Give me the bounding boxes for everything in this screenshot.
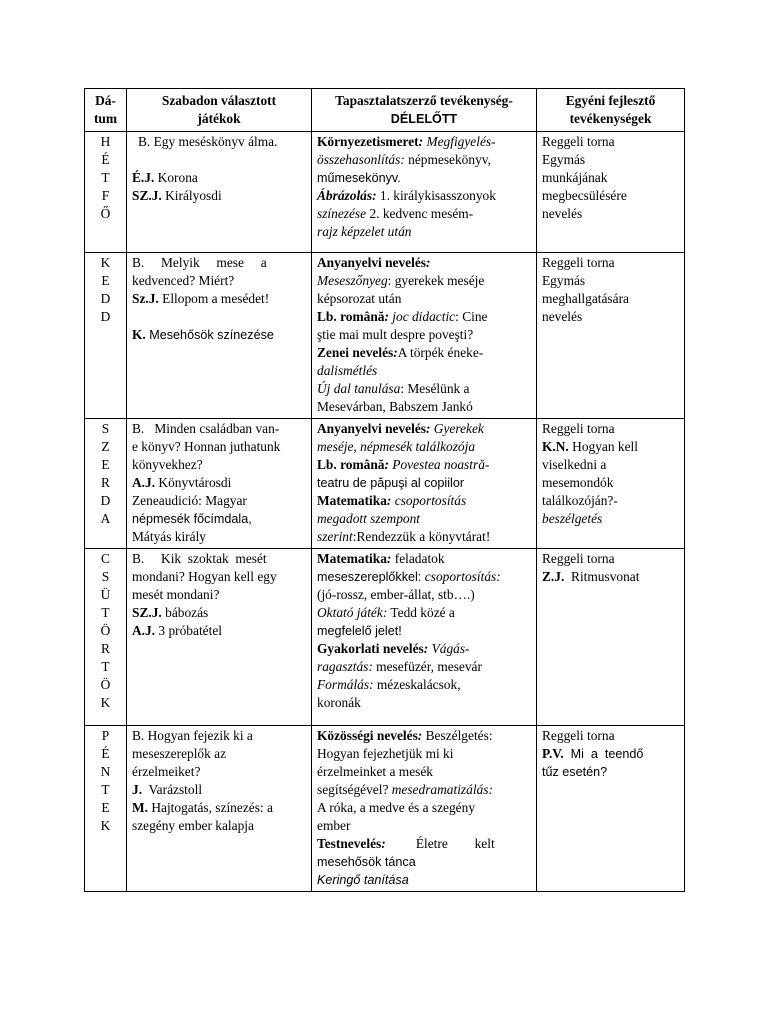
games-thursday: B. Kik szoktak mesét mondani? Hogyan kell egy mesét mondani? SZ.J. bábozás A.J. 3 próbatétel [127, 549, 312, 726]
games-monday: B. Egy meséskönyv álma. É.J. Korona SZ.J. Királyosdi [127, 132, 312, 253]
games-friday: B. Hogyan fejezik ki a meseszereplők az érzelmeiket? J. Varázstoll M. Hajtogatás, színezés: a szegény ember kalapja [127, 726, 312, 892]
individual-thursday: Reggeli torna Z.J. Ritmusvonat [537, 549, 685, 726]
individual-tuesday: Reggeli torna Egymás meghallgatására nevelés [537, 253, 685, 419]
activities-thursday: Matematika: feladatok meseszereplőkkel: csoportosítás: (jó-rossz, ember-állat, stb….) Oktató játék: Tedd közé a megfelelő jelet! Gyakorlati nevelés: Vágás- ragasztás: mesefüzér, mesevár Formálás: mézeskalácsok, koronák [312, 549, 537, 726]
header-free-games: Szabadon választott játékok [127, 89, 312, 132]
row-tuesday [85, 253, 685, 419]
activities-friday: Közösségi nevelés: Beszélgetés: Hogyan fejezhetjük mi ki érzelmeinket a mesék segítségével? mesedramatizálás: A róka, a medve és a szegény ember Testnevelés: Életre kelt mesehősök tánca Keringő tanítása [312, 726, 537, 892]
activities-tuesday: Anyanyelvi nevelés: Meseszőnyeg: gyerekek meséje képsorozat után Lb. română: joc didactic: Cine ştie mai mult despre poveşti? Zenei nevelés:A törpék éneke- dalismétlés Új dal tanulása: Mesélünk a Mesevárban, Babszem Jankó [312, 253, 537, 419]
header-individual-development: Egyéni fejlesztő tevékenységek [537, 89, 685, 132]
day-tuesday: K E D D [85, 253, 127, 419]
header-experience-activity: Tapasztalatszerző tevékenység- DÉLELŐTT [312, 89, 537, 132]
day-monday: H É T F Ő [85, 132, 127, 253]
individual-wednesday: Reggeli torna K.N. Hogyan kell viselkedni a mesemondók találkozóján?- beszélgetés [537, 419, 685, 549]
individual-monday: Reggeli torna Egymás munkájának megbecsülésére nevelés [537, 132, 685, 253]
day-friday: P É N T E K [85, 726, 127, 892]
games-wednesday: B. Minden családban van- e könyv? Honnan juthatunk könyvekhez? A.J. Könyvtárosdi Zeneaudició: Magyar népmesék főcímdala, Mátyás király [127, 419, 312, 549]
activities-monday: Környezetismeret: Megfigyelés- összehasonlítás: népmesekönyv, műmesekönyv. Ábrázolás: 1. királykisasszonyok színezése 2. kedvenc mesém- rajz képzelet után [312, 132, 537, 253]
activities-wednesday: Anyanyelvi nevelés: Gyerekek meséje, népmesék találkozója Lb. română: Povestea noastră- teatru de păpuşi al copiilor Matematika: csoportosítás megadott szempont szerint:Rendezzük a könyvtárat! [312, 419, 537, 549]
games-tuesday: B. Melyik mese a kedvenced? Miért? Sz.J. Ellopom a mesédet! K. Mesehősök színezése [127, 253, 312, 419]
header-date: Dá- tum [85, 89, 127, 132]
day-wednesday: S Z E R D A [85, 419, 127, 549]
row-thursday [85, 549, 685, 726]
row-wednesday [85, 419, 685, 549]
header-row [85, 89, 685, 132]
day-thursday: C S Ü T Ö R T Ö K [85, 549, 127, 726]
individual-friday: Reggeli torna P.V. Mi a teendő tűz esetén? [537, 726, 685, 892]
weekly-plan-table [84, 88, 685, 892]
row-monday [85, 132, 685, 253]
row-friday [85, 726, 685, 892]
